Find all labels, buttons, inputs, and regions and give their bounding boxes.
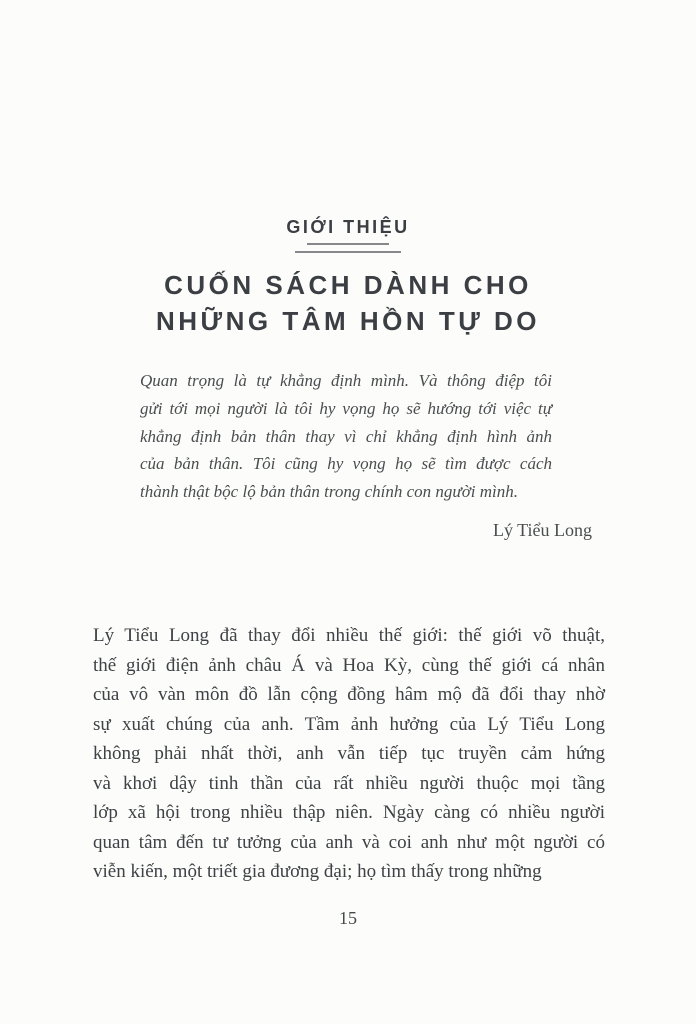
quote-line: thành thật bộc lộ bản thân trong chính con người mình. bbox=[140, 482, 519, 501]
rule-bottom bbox=[295, 251, 401, 253]
quote-line: Quan trọng là tự khẳng định mình. Và thông điệp tôi bbox=[140, 371, 552, 390]
body-line: và khơi dậy tinh thần của rất nhiều người thuộc mọi tầng bbox=[93, 772, 605, 794]
double-rule-ornament bbox=[0, 243, 696, 253]
quote-line: khẳng định bản thân thay vì chỉ khẳng định hình ảnh bbox=[140, 426, 552, 446]
body-line: Lý Tiểu Long đã thay đổi nhiều thế giới: thế giới võ thuật, bbox=[93, 625, 605, 646]
rule-top bbox=[307, 243, 389, 245]
page-number: 15 bbox=[339, 908, 357, 928]
quote-line: gửi tới mọi người là tôi hy vọng họ sẽ hướng tới việc tự bbox=[140, 398, 552, 418]
quote-attribution: Lý Tiểu Long bbox=[492, 520, 592, 540]
body-line: không phải nhất thời, anh vẫn tiếp tục truyền cảm hứng bbox=[93, 743, 605, 764]
chapter-title bbox=[0, 267, 696, 339]
body-line: viễn kiến, một triết gia đương đại; họ tìm thấy trong những bbox=[93, 861, 542, 882]
body-line: sự xuất chúng của anh. Tầm ảnh hưởng của Lý Tiểu Long bbox=[93, 713, 605, 735]
chapter-title-line: CUỐN SÁCH DÀNH CHO bbox=[164, 270, 532, 300]
body-line: quan tâm đến tư tưởng của anh và coi anh như một người có bbox=[93, 831, 605, 853]
epigraph-quote bbox=[140, 367, 552, 506]
body-paragraph bbox=[93, 621, 605, 887]
chapter-title-line: NHỮNG TÂM HỒN TỰ DO bbox=[155, 306, 541, 336]
chapter-label: GIỚI THIỆU bbox=[286, 217, 410, 237]
body-line: thế giới điện ảnh châu Á và Hoa Kỳ, cùng thế giới cá nhân bbox=[93, 654, 605, 676]
body-line: của vô vàn môn đồ lẫn cộng đồng hâm mộ đã đổi thay nhờ bbox=[93, 684, 605, 705]
body-line: lớp xã hội trong nhiều thập niên. Ngày càng có nhiều người bbox=[93, 802, 605, 823]
quote-line: của bản thân. Tôi cũng hy vọng họ sẽ tìm được cách bbox=[140, 454, 552, 474]
